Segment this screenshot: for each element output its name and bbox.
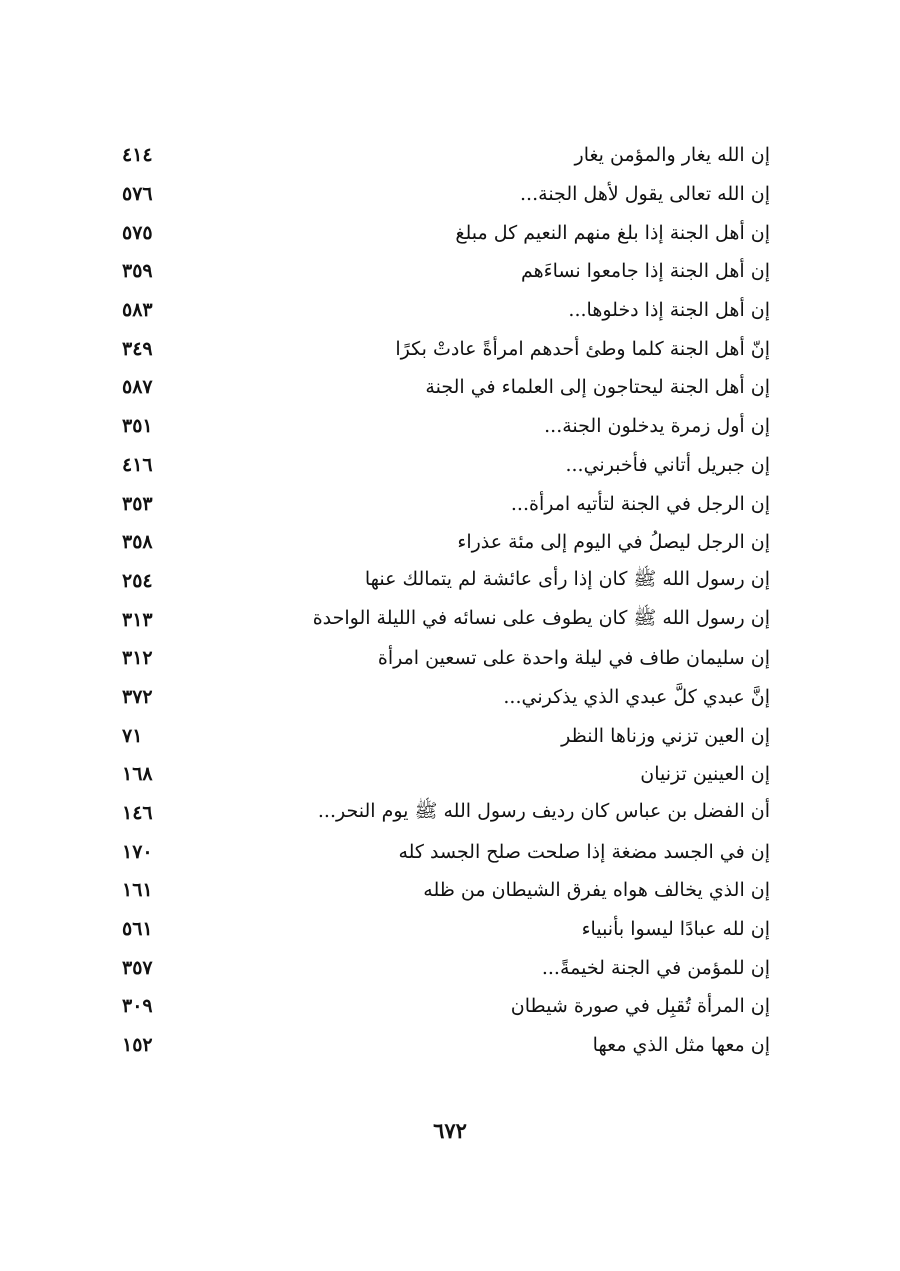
hadith-text: إن العين تزني وزناها النظر [561, 724, 770, 747]
page-reference: ٧١ [122, 724, 143, 747]
hadith-text: إن الله تعالى يقول لأهل الجنة... [520, 183, 770, 206]
index-entry [122, 175, 770, 214]
page-reference: ٣٥٩ [122, 260, 153, 283]
hadith-text: إن أهل الجنة إذا دخلوها... [568, 299, 770, 322]
index-entry [122, 678, 770, 717]
page-reference: ٣٤٩ [122, 337, 153, 360]
hadith-text: إن أهل الجنة ليحتاجون إلى العلماء في الجنة [425, 376, 770, 399]
index-entry [122, 832, 770, 871]
index-entry [122, 639, 770, 678]
hadith-text: إن المرأة تُقبِل في صورة شيطان [510, 995, 770, 1018]
hadith-text: إن جبريل أتاني فأخبرني... [565, 453, 770, 476]
hadith-text: إنَّ عبدي كلَّ عبدي الذي يذكرني... [503, 685, 770, 708]
page-reference: ١٥٢ [122, 1034, 153, 1057]
page-reference: ٤١٤ [122, 144, 153, 167]
page-reference: ١٦١ [122, 879, 153, 902]
index-entry [122, 136, 770, 175]
page-reference: ٥٧٦ [122, 183, 153, 206]
index-entry [122, 562, 770, 601]
index-entry [122, 910, 770, 949]
index-entry [122, 948, 770, 987]
index-entry [122, 213, 770, 252]
page-reference: ٣٠٩ [122, 995, 153, 1018]
hadith-text: إن أهل الجنة إذا بلغ منهم النعيم كل مبلغ [455, 221, 770, 244]
hadith-text: إن لله عبادًا ليسوا بأنبياء [581, 918, 770, 941]
page-reference: ٣٥١ [122, 415, 153, 438]
page-reference: ٥٧٥ [122, 221, 153, 244]
hadith-text: إن الذي يخالف هواه يفرق الشيطان من ظله [423, 879, 770, 902]
hadith-text: إن الرجل ليصلُ في اليوم إلى مئة عذراء [457, 531, 770, 554]
hadith-text: إن للمؤمن في الجنة لخيمةً... [541, 956, 770, 979]
hadith-text: إن العينين تزنيان [640, 763, 770, 786]
index-entry [122, 484, 770, 523]
hadith-text: إن معها مثل الذي معها [592, 1034, 770, 1057]
hadith-text: إن سليمان طاف في ليلة واحدة على تسعين امرأة [377, 647, 770, 670]
page-reference: ٣١٣ [122, 608, 153, 631]
index-entry [122, 755, 770, 794]
hadith-text: إن الله يغار والمؤمن يغار [574, 144, 770, 167]
index-entry [122, 600, 770, 639]
index-entry [122, 252, 770, 291]
page-reference: ٣١٢ [122, 647, 153, 670]
index-entry [122, 407, 770, 446]
page-reference: ٥٨٣ [122, 299, 153, 322]
index-entry [122, 1026, 770, 1065]
index-entry [122, 716, 770, 755]
hadith-text: إن رسول الله ﷺ كان يطوف على نسائه في الليلة الواحدة [312, 606, 770, 629]
page-reference: ١٤٦ [122, 802, 153, 825]
index-entry [122, 987, 770, 1026]
page-reference: ٣٥٣ [122, 492, 153, 515]
page-reference: ٣٥٧ [122, 956, 153, 979]
index-entry [122, 523, 770, 562]
hadith-text: إن أهل الجنة إذا جامعوا نساءَهم [521, 260, 770, 283]
index-entry [122, 446, 770, 485]
hadith-index-list [122, 136, 770, 1065]
page-reference: ٤١٦ [122, 453, 153, 476]
page-reference: ٣٥٨ [122, 531, 153, 554]
page-number: ٦٧٢ [433, 1118, 467, 1143]
hadith-text: أن الفضل بن عباس كان رديف رسول الله ﷺ يوم النحر... [317, 800, 770, 823]
hadith-text: إن الرجل في الجنة لتأتيه امرأة... [510, 492, 770, 515]
hadith-text: إن في الجسد مضغة إذا صلحت صلح الجسد كله [398, 840, 770, 863]
index-entry [122, 871, 770, 910]
index-entry [122, 368, 770, 407]
hadith-text: إن أول زمرة يدخلون الجنة... [544, 415, 770, 438]
page-reference: ٣٧٢ [122, 685, 153, 708]
page-reference: ١٦٨ [122, 763, 153, 786]
hadith-text: إنّ أهل الجنة كلما وطئ أحدهم امرأةً عادتْ بكرًا [395, 337, 770, 360]
index-entry [122, 291, 770, 330]
page-reference: ٢٥٤ [122, 569, 153, 592]
page-reference: ٥٨٧ [122, 376, 153, 399]
index-entry [122, 794, 770, 833]
page-reference: ١٧٠ [122, 840, 153, 863]
hadith-text: إن رسول الله ﷺ كان إذا رأى عائشة لم يتمالك عنها [364, 567, 770, 590]
index-entry [122, 329, 770, 368]
page-reference: ٥٦١ [122, 918, 153, 941]
